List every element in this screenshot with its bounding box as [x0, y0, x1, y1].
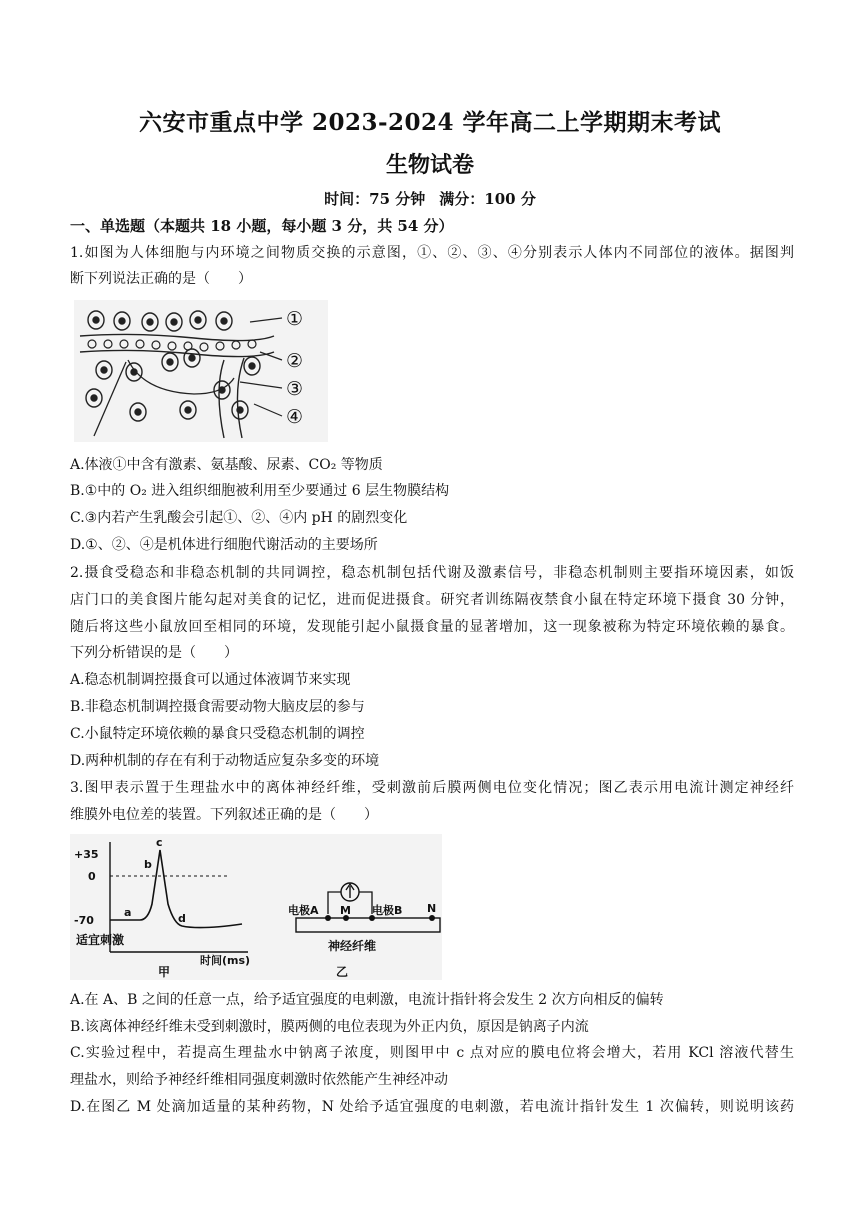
q2-stem-line2: 店门口的美食图片能勾起对美食的记忆，进而促进摄食。研究者训练隔夜禁食小鼠在特定环境下摄食 30 分钟， [70, 592, 794, 608]
q3-electrode-b-label: 电极B [372, 904, 403, 917]
q2-option-d: D.两种机制的存在有利于动物适应复杂多变的环境 [70, 753, 380, 769]
q3-panel-a-label: 甲 [158, 965, 171, 979]
q2-stem-line1: 2.摄食受稳态和非稳态机制的共同调控，稳态机制包括代谢及激素信号，非稳态机制则主要指环境因素，如饭 [70, 565, 794, 581]
q3-point-c: c [156, 836, 163, 849]
q1-option-b: B.①中的 O₂ 进入组织细胞被利用至少要通过 6 层生物膜结构 [70, 483, 450, 499]
q3-panel-b-label: 乙 [336, 965, 349, 979]
q3-ytick-minus70: -70 [74, 914, 94, 927]
q3-point-b: b [144, 858, 152, 871]
section-heading: 一、单选题（本题共 18 小题，每小题 3 分，共 54 分） [70, 217, 454, 235]
q3-ytick-plus35: +35 [74, 848, 99, 861]
q1-option-c: C.③内若产生乳酸会引起①、②、④内 pH 的剧烈变化 [70, 510, 408, 526]
q2-option-a: A.稳态机制调控摄食可以通过体液调节来实现 [70, 672, 351, 688]
q3-figure [70, 834, 442, 980]
exam-title: 六安市重点中学 2023-2024 学年高二上学期期末考试 [138, 109, 722, 136]
q3-option-a: A.在 A、B 之间的任意一点，给予适宜强度的电刺激，电流计指针将会发生 2 次方向相反的偏转 [70, 992, 664, 1008]
q3-option-c-line1: C.实验过程中，若提高生理盐水中钠离子浓度，则图甲中 c 点对应的膜电位将会增大，若用 KCl 溶液代替生 [70, 1045, 794, 1061]
q3-option-b: B.该离体神经纤维未受到刺激时，膜两侧的电位表现为外正内负，原因是钠离子内流 [70, 1019, 589, 1035]
q3-fiber-label: 神经纤维 [328, 939, 377, 953]
q1-figure-label-1: ① [286, 308, 304, 330]
exam-score: 满分：100 分 [439, 190, 536, 208]
exam-subtitle: 生物试卷 [385, 152, 474, 178]
q3-stem-line1: 3.图甲表示置于生理盐水中的离体神经纤维，受刺激前后膜两侧电位变化情况；图乙表示用电流计测定神经纤 [70, 780, 794, 796]
exam-time: 时间：75 分钟 [324, 190, 426, 208]
q2-stem-line4: 下列分析错误的是（ ） [70, 645, 238, 661]
q1-stem-line1: 1.如图为人体细胞与内环境之间物质交换的示意图，①、②、③、④分别表示人体内不同部位的液体。据图判 [70, 245, 794, 261]
q3-ytick-zero: 0 [88, 870, 96, 883]
q3-option-c-line2: 理盐水，则给予神经纤维相同强度刺激时依然能产生神经冲动 [70, 1072, 448, 1088]
q3-stimulus-label: 适宜刺激 [76, 933, 125, 947]
q1-figure-label-2: ② [286, 350, 304, 372]
exam-meta [0, 188, 860, 209]
q3-point-m-label: M [340, 904, 351, 917]
q3-point-n-label: N [427, 902, 437, 915]
q3-option-d-line1: D.在图乙 M 处滴加适量的某种药物，N 处给予适宜强度的电刺激，若电流计指针发生 1 次偏转，则说明该药 [70, 1099, 794, 1115]
q1-figure-label-3: ③ [286, 378, 304, 400]
q3-point-d: d [178, 912, 186, 925]
q1-figure-cells [74, 300, 328, 442]
q3-electrode-a-label: 电极A [288, 904, 319, 917]
q2-stem-line3: 随后将这些小鼠放回至相同的环境，发现能引起小鼠摄食量的显著增加，这一现象被称为特定环境依赖的暴食。 [70, 619, 794, 635]
q2-option-b: B.非稳态机制调控摄食需要动物大脑皮层的参与 [70, 699, 365, 715]
q3-xaxis-label: 时间(ms) [200, 954, 251, 967]
q3-stem-line2: 维膜外电位差的装置。下列叙述正确的是（ ） [70, 807, 378, 823]
q2-option-c: C.小鼠特定环境依赖的暴食只受稳态机制的调控 [70, 726, 365, 742]
q1-option-a: A.体液①中含有激素、氨基酸、尿素、CO₂ 等物质 [70, 457, 383, 473]
q3-point-a: a [124, 906, 132, 919]
q1-stem-line2: 断下列说法正确的是（ ） [70, 271, 252, 287]
q1-option-d: D.①、②、④是机体进行细胞代谢活动的主要场所 [70, 537, 378, 553]
q1-figure-label-4: ④ [286, 406, 304, 428]
